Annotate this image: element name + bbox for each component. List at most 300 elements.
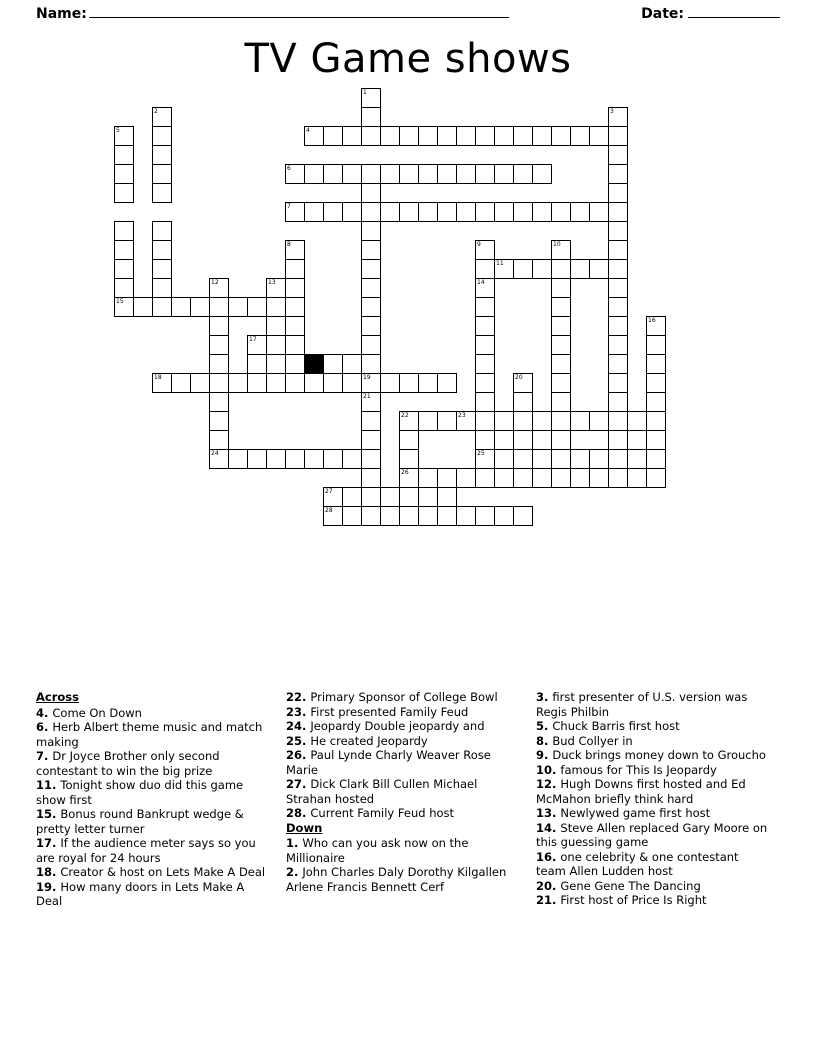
grid-cell[interactable] <box>209 411 229 431</box>
grid-cell[interactable] <box>152 145 172 165</box>
grid-cell[interactable] <box>437 506 457 526</box>
grid-cell[interactable] <box>114 297 134 317</box>
grid-cell[interactable] <box>513 164 533 184</box>
clue-text: famous for This Is Jeopardy <box>560 762 717 777</box>
grid-cell[interactable] <box>361 487 381 507</box>
grid-cell[interactable] <box>285 297 305 317</box>
clue-item <box>286 690 522 705</box>
grid-cell[interactable] <box>361 259 381 279</box>
grid-cell[interactable] <box>190 373 210 393</box>
grid-cell[interactable] <box>608 430 628 450</box>
grid-cell[interactable] <box>551 126 571 146</box>
grid-cell[interactable] <box>304 449 324 469</box>
grid-cell[interactable] <box>361 316 381 336</box>
grid-cell[interactable] <box>380 164 400 184</box>
clue-text: first presenter of U.S. version was Regis Philbin <box>536 690 748 719</box>
clue-item <box>36 720 272 749</box>
grid-cell[interactable] <box>209 392 229 412</box>
grid-cell[interactable] <box>551 259 571 279</box>
grid-cell[interactable] <box>551 373 571 393</box>
grid-cell[interactable] <box>627 411 647 431</box>
grid-cell[interactable] <box>646 335 666 355</box>
clue-item <box>36 706 272 721</box>
grid-cell[interactable] <box>361 430 381 450</box>
grid-cell[interactable] <box>342 202 362 222</box>
grid-cell[interactable] <box>380 487 400 507</box>
grid-cell[interactable] <box>570 202 590 222</box>
grid-cell[interactable] <box>513 126 533 146</box>
grid-cell[interactable] <box>589 259 609 279</box>
grid-cell[interactable] <box>114 278 134 298</box>
grid-cell[interactable] <box>209 449 229 469</box>
grid-cell[interactable] <box>418 126 438 146</box>
grid-cell[interactable] <box>152 183 172 203</box>
grid-cell[interactable] <box>437 373 457 393</box>
grid-cell[interactable] <box>171 297 191 317</box>
grid-cell[interactable] <box>532 411 552 431</box>
grid-cell[interactable] <box>608 107 628 127</box>
grid-cell[interactable] <box>475 164 495 184</box>
grid-cell[interactable] <box>361 240 381 260</box>
grid-cell[interactable] <box>247 449 267 469</box>
grid-cell[interactable] <box>133 297 153 317</box>
grid-cell[interactable] <box>361 126 381 146</box>
grid-cell[interactable] <box>342 354 362 374</box>
grid-cell[interactable] <box>532 259 552 279</box>
grid-cell[interactable] <box>627 449 647 469</box>
grid-cell[interactable] <box>551 278 571 298</box>
grid-cell[interactable] <box>589 449 609 469</box>
grid-cell[interactable] <box>513 506 533 526</box>
grid-cell[interactable] <box>475 468 495 488</box>
grid-cell[interactable] <box>380 126 400 146</box>
grid-cell[interactable] <box>342 164 362 184</box>
grid-cell[interactable] <box>399 202 419 222</box>
grid-cell[interactable] <box>646 316 666 336</box>
grid-cell[interactable] <box>266 316 286 336</box>
grid-cell[interactable] <box>361 392 381 412</box>
clue-item <box>286 719 522 734</box>
grid-cell-number: 17 <box>249 336 257 343</box>
grid-cell[interactable] <box>627 468 647 488</box>
grid-cell[interactable] <box>456 164 476 184</box>
clue-number: 21. <box>536 893 561 907</box>
grid-cell[interactable] <box>152 259 172 279</box>
grid-cell[interactable] <box>608 126 628 146</box>
grid-cell[interactable] <box>323 373 343 393</box>
grid-cell[interactable] <box>570 126 590 146</box>
grid-cell[interactable] <box>646 411 666 431</box>
grid-cell[interactable] <box>285 164 305 184</box>
grid-cell[interactable] <box>475 202 495 222</box>
grid-cell[interactable] <box>247 335 267 355</box>
grid-cell[interactable] <box>475 411 495 431</box>
grid-cell[interactable] <box>361 221 381 241</box>
grid-cell[interactable] <box>266 449 286 469</box>
grid-cell[interactable] <box>323 126 343 146</box>
grid-cell[interactable] <box>608 202 628 222</box>
grid-cell[interactable] <box>285 354 305 374</box>
grid-cell[interactable] <box>589 126 609 146</box>
grid-cell[interactable] <box>532 449 552 469</box>
grid-cell[interactable] <box>361 278 381 298</box>
grid-cell[interactable] <box>513 202 533 222</box>
grid-cell[interactable] <box>437 487 457 507</box>
grid-cell[interactable] <box>304 202 324 222</box>
clue-item <box>286 777 522 806</box>
grid-cell[interactable] <box>361 449 381 469</box>
clue-text: Who can you ask now on the Millionaire <box>286 836 469 865</box>
grid-cell[interactable] <box>399 449 419 469</box>
grid-cell[interactable] <box>646 468 666 488</box>
grid-cell[interactable] <box>570 468 590 488</box>
grid-cell[interactable] <box>608 449 628 469</box>
grid-cell[interactable] <box>114 164 134 184</box>
grid-cell[interactable] <box>475 316 495 336</box>
grid-cell[interactable] <box>380 373 400 393</box>
clue-text: Newlywed game first host <box>560 806 711 820</box>
grid-cell[interactable] <box>152 221 172 241</box>
grid-cell[interactable] <box>475 335 495 355</box>
clue-number: 2. <box>286 865 303 879</box>
grid-cell[interactable] <box>456 411 476 431</box>
grid-cell[interactable] <box>513 468 533 488</box>
grid-cell[interactable] <box>646 449 666 469</box>
grid-cell[interactable] <box>190 297 210 317</box>
grid-cell[interactable] <box>399 468 419 488</box>
grid-cell[interactable] <box>361 411 381 431</box>
grid-cell[interactable] <box>608 411 628 431</box>
grid-cell[interactable] <box>570 449 590 469</box>
grid-cell-number: 26 <box>401 469 409 476</box>
grid-cell[interactable] <box>532 468 552 488</box>
grid-cell-number: 1 <box>363 89 367 96</box>
grid-cell[interactable] <box>475 392 495 412</box>
clue-item <box>36 749 272 778</box>
grid-cell[interactable] <box>361 202 381 222</box>
grid-cell[interactable] <box>589 202 609 222</box>
grid-cell[interactable] <box>494 164 514 184</box>
grid-cell[interactable] <box>551 240 571 260</box>
grid-cell[interactable] <box>323 487 343 507</box>
grid-cell[interactable] <box>437 202 457 222</box>
grid-cell[interactable] <box>551 297 571 317</box>
grid-cell[interactable] <box>494 126 514 146</box>
clue-item <box>536 806 772 821</box>
grid-cell[interactable] <box>608 240 628 260</box>
grid-cell[interactable] <box>342 506 362 526</box>
name-blank-line <box>89 17 509 18</box>
grid-cell[interactable] <box>285 259 305 279</box>
page-title: TV Game shows <box>244 36 572 82</box>
grid-cell[interactable] <box>494 202 514 222</box>
grid-cell[interactable] <box>437 164 457 184</box>
grid-cell[interactable] <box>342 373 362 393</box>
grid-cell-number: 7 <box>287 203 291 210</box>
grid-cell[interactable] <box>228 449 248 469</box>
grid-cell[interactable] <box>399 126 419 146</box>
clue-number: 24. <box>286 719 311 733</box>
clue-columns <box>36 690 780 909</box>
grid-cell[interactable] <box>608 278 628 298</box>
grid-cell[interactable] <box>418 506 438 526</box>
clue-number: 1. <box>286 836 303 850</box>
clue-item <box>286 748 522 777</box>
grid-cell[interactable] <box>475 373 495 393</box>
grid-cell[interactable] <box>399 430 419 450</box>
down-clues-part1 <box>286 836 522 894</box>
grid-cell[interactable] <box>209 278 229 298</box>
grid-cell[interactable] <box>209 354 229 374</box>
grid-cell[interactable] <box>456 202 476 222</box>
grid-cell[interactable] <box>152 107 172 127</box>
grid-cell[interactable] <box>304 164 324 184</box>
grid-cell[interactable] <box>513 411 533 431</box>
grid-cell[interactable] <box>513 449 533 469</box>
grid-cell[interactable] <box>532 202 552 222</box>
clue-number: 20. <box>536 878 561 893</box>
grid-cell[interactable] <box>570 259 590 279</box>
grid-cell[interactable] <box>608 297 628 317</box>
clue-number: 7. <box>36 749 53 763</box>
grid-cell[interactable] <box>551 392 571 412</box>
grid-cell[interactable] <box>551 468 571 488</box>
grid-cell-number: 19 <box>363 374 371 381</box>
grid-cell[interactable] <box>608 335 628 355</box>
grid-cell[interactable] <box>266 335 286 355</box>
grid-cell[interactable] <box>361 354 381 374</box>
grid-cell[interactable] <box>285 373 305 393</box>
grid-cell[interactable] <box>646 392 666 412</box>
grid-cell[interactable] <box>494 468 514 488</box>
grid-cell[interactable] <box>361 468 381 488</box>
grid-cell[interactable] <box>418 373 438 393</box>
grid-cell-number: 16 <box>648 317 656 324</box>
grid-cell[interactable] <box>114 221 134 241</box>
grid-cell[interactable] <box>475 278 495 298</box>
clue-number: 6. <box>36 720 53 734</box>
grid-cell[interactable] <box>418 487 438 507</box>
grid-cell[interactable] <box>361 164 381 184</box>
grid-cell[interactable] <box>228 373 248 393</box>
grid-cell[interactable] <box>608 468 628 488</box>
grid-cell[interactable] <box>456 126 476 146</box>
clue-item <box>536 734 772 749</box>
grid-cell[interactable] <box>361 335 381 355</box>
grid-cell[interactable] <box>551 411 571 431</box>
grid-cell[interactable] <box>513 430 533 450</box>
grid-cell[interactable] <box>589 411 609 431</box>
grid-cell-number: 6 <box>287 165 291 172</box>
grid-cell[interactable] <box>361 297 381 317</box>
clue-text: How many doors in Lets Make A Deal <box>36 879 245 908</box>
grid-cell[interactable] <box>608 392 628 412</box>
grid-cell[interactable] <box>114 126 134 146</box>
grid-cell[interactable] <box>437 126 457 146</box>
clue-item <box>286 865 522 894</box>
clue-text: one celebrity & one contestant team Allen Ludden host <box>536 849 739 878</box>
grid-cell[interactable] <box>646 430 666 450</box>
clue-text: If the audience meter says so you are royal for 24 hours <box>36 836 256 865</box>
grid-cell[interactable] <box>304 373 324 393</box>
grid-cell[interactable] <box>551 430 571 450</box>
grid-cell[interactable] <box>494 259 514 279</box>
grid-cell[interactable] <box>304 126 324 146</box>
clue-number: 12. <box>536 777 561 791</box>
grid-block <box>304 354 324 374</box>
clue-text: Bud Collyer in <box>552 733 633 748</box>
clue-text: John Charles Daly Dorothy Kilgallen Arlene Francis Bennett Cerf <box>286 865 507 894</box>
grid-cell[interactable] <box>475 506 495 526</box>
grid-cell[interactable] <box>323 202 343 222</box>
grid-cell[interactable] <box>152 297 172 317</box>
grid-cell[interactable] <box>171 373 191 393</box>
grid-cell[interactable] <box>361 183 381 203</box>
grid-cell[interactable] <box>152 373 172 393</box>
grid-cell[interactable] <box>209 316 229 336</box>
grid-cell[interactable] <box>399 506 419 526</box>
grid-cell[interactable] <box>513 373 533 393</box>
grid-cell[interactable] <box>285 449 305 469</box>
grid-cell[interactable] <box>380 506 400 526</box>
grid-cell[interactable] <box>285 335 305 355</box>
clue-number: 17. <box>36 836 61 850</box>
grid-cell[interactable] <box>646 373 666 393</box>
grid-cell[interactable] <box>209 297 229 317</box>
grid-cell[interactable] <box>418 411 438 431</box>
grid-cell[interactable] <box>437 468 457 488</box>
grid-cell[interactable] <box>323 449 343 469</box>
grid-cell[interactable] <box>152 164 172 184</box>
grid-cell[interactable] <box>456 468 476 488</box>
grid-cell[interactable] <box>152 126 172 146</box>
clue-text: Dr Joyce Brother only second contestant to win the big prize <box>36 749 220 778</box>
grid-cell[interactable] <box>285 316 305 336</box>
grid-cell[interactable] <box>285 278 305 298</box>
grid-cell[interactable] <box>380 202 400 222</box>
grid-cell[interactable] <box>114 259 134 279</box>
grid-cell-number: 12 <box>211 279 219 286</box>
clue-item <box>536 777 772 806</box>
grid-cell[interactable] <box>114 183 134 203</box>
grid-cell[interactable] <box>361 506 381 526</box>
grid-cell[interactable] <box>475 259 495 279</box>
grid-cell[interactable] <box>551 316 571 336</box>
grid-cell[interactable] <box>608 164 628 184</box>
grid-cell[interactable] <box>399 373 419 393</box>
grid-cell[interactable] <box>209 430 229 450</box>
clue-number: 13. <box>536 806 561 820</box>
grid-cell[interactable] <box>266 354 286 374</box>
grid-cell[interactable] <box>209 335 229 355</box>
grid-cell[interactable] <box>266 373 286 393</box>
grid-cell[interactable] <box>646 354 666 374</box>
grid-cell[interactable] <box>532 126 552 146</box>
grid-cell[interactable] <box>342 126 362 146</box>
grid-cell[interactable] <box>494 506 514 526</box>
grid-cell[interactable] <box>285 240 305 260</box>
grid-cell[interactable] <box>551 335 571 355</box>
grid-cell[interactable] <box>608 373 628 393</box>
grid-cell[interactable] <box>114 145 134 165</box>
grid-cell[interactable] <box>152 278 172 298</box>
grid-cell[interactable] <box>513 259 533 279</box>
grid-cell[interactable] <box>418 202 438 222</box>
clue-item <box>536 893 772 908</box>
grid-cell[interactable] <box>532 164 552 184</box>
grid-cell[interactable] <box>342 449 362 469</box>
grid-cell[interactable] <box>475 126 495 146</box>
grid-cell[interactable] <box>399 487 419 507</box>
grid-cell[interactable] <box>608 145 628 165</box>
across-clues-part2 <box>286 690 522 821</box>
grid-cell[interactable] <box>608 183 628 203</box>
clue-text: Chuck Barris first host <box>552 719 680 733</box>
grid-cell[interactable] <box>475 354 495 374</box>
grid-cell[interactable] <box>608 221 628 241</box>
grid-cell[interactable] <box>608 354 628 374</box>
grid-cell[interactable] <box>152 240 172 260</box>
grid-cell[interactable] <box>475 240 495 260</box>
grid-cell[interactable] <box>361 107 381 127</box>
clue-number: 4. <box>36 705 53 720</box>
grid-cell[interactable] <box>475 449 495 469</box>
grid-cell[interactable] <box>323 354 343 374</box>
grid-cell[interactable] <box>209 373 229 393</box>
grid-cell[interactable] <box>247 354 267 374</box>
grid-cell[interactable] <box>608 259 628 279</box>
grid-cell[interactable] <box>570 411 590 431</box>
grid-cell[interactable] <box>399 411 419 431</box>
grid-cell[interactable] <box>513 392 533 412</box>
grid-cell[interactable] <box>475 430 495 450</box>
grid-cell[interactable] <box>551 354 571 374</box>
grid-cell[interactable] <box>247 373 267 393</box>
grid-cell[interactable] <box>456 506 476 526</box>
clue-text: First host of Price Is Right <box>560 893 707 907</box>
clue-number: 25. <box>286 733 311 748</box>
grid-cell[interactable] <box>228 297 248 317</box>
grid-cell[interactable] <box>285 202 305 222</box>
grid-cell[interactable] <box>418 468 438 488</box>
clue-item <box>536 763 772 778</box>
grid-cell[interactable] <box>323 164 343 184</box>
grid-cell[interactable] <box>247 297 267 317</box>
grid-cell[interactable] <box>494 411 514 431</box>
grid-cell[interactable] <box>551 449 571 469</box>
grid-cell[interactable] <box>399 164 419 184</box>
grid-cell[interactable] <box>342 487 362 507</box>
grid-cell[interactable] <box>589 468 609 488</box>
grid-cell[interactable] <box>323 506 343 526</box>
grid-cell[interactable] <box>361 373 381 393</box>
clue-item <box>286 734 522 749</box>
clue-text: He created Jeopardy <box>310 733 428 748</box>
grid-cell[interactable] <box>608 316 628 336</box>
grid-cell[interactable] <box>437 411 457 431</box>
grid-cell[interactable] <box>266 297 286 317</box>
grid-cell[interactable] <box>475 297 495 317</box>
grid-cell[interactable] <box>418 164 438 184</box>
clue-text: Current Family Feud host <box>310 806 455 820</box>
grid-cell[interactable] <box>494 449 514 469</box>
grid-cell[interactable] <box>361 88 381 108</box>
grid-cell[interactable] <box>551 202 571 222</box>
header-fields <box>36 0 780 22</box>
grid-cell[interactable] <box>266 278 286 298</box>
clue-item <box>536 690 772 719</box>
grid-cell[interactable] <box>114 240 134 260</box>
